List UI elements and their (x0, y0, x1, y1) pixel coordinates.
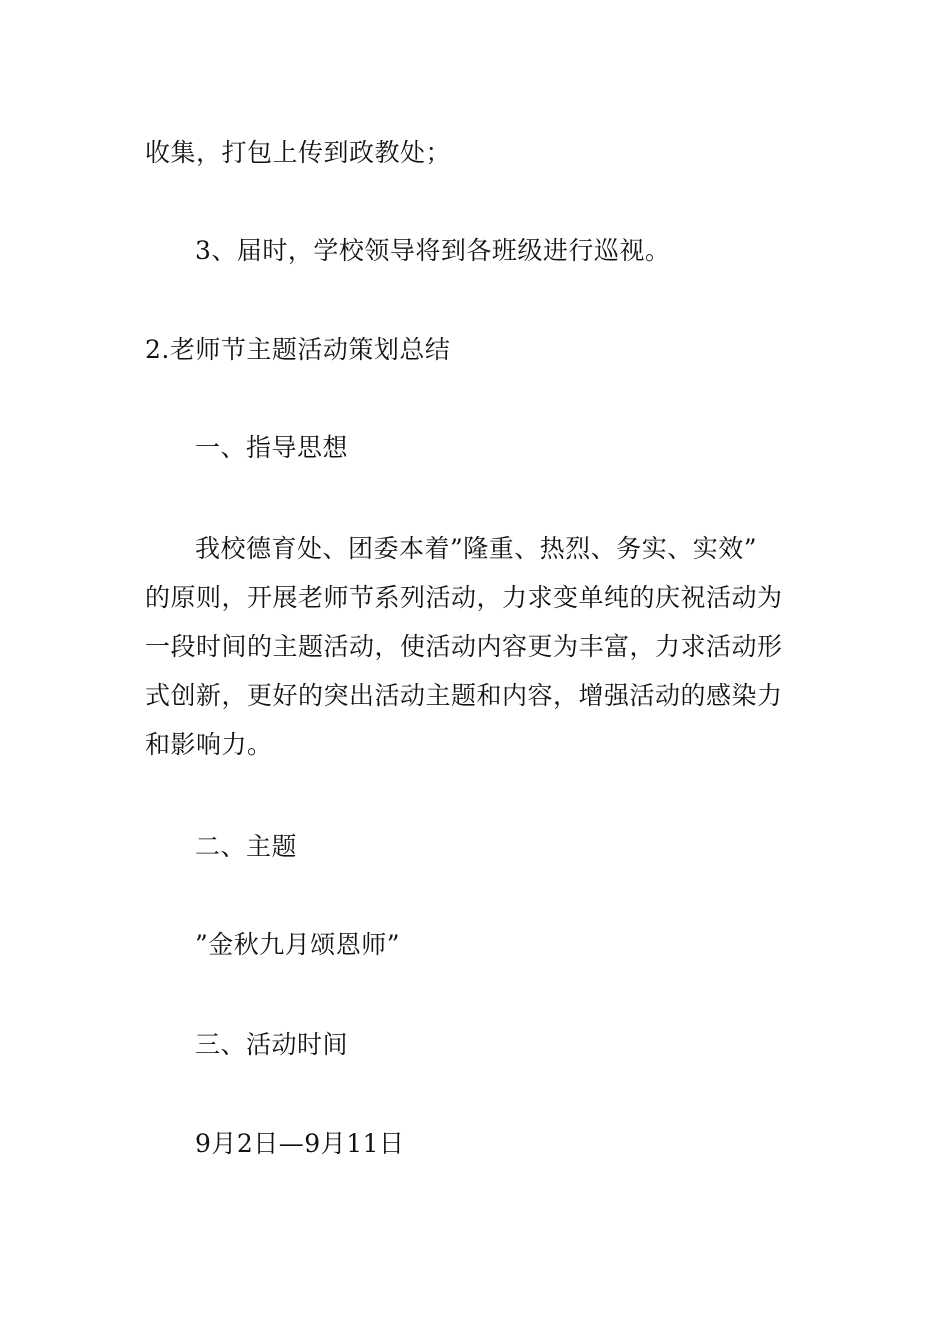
paragraph-row: 一段时间的主题活动，使活动内容更为丰富，力求活动形 (145, 632, 783, 661)
heading-guiding-ideology: 一、指导思想 (195, 433, 349, 462)
paragraph-row: 式创新，更好的突出活动主题和内容，增强活动的感染力 (145, 681, 783, 710)
theme-text: ”金秋九月颂恩师” (195, 930, 401, 959)
paragraph-row: 的原则，开展老师节系列活动，力求变单纯的庆祝活动为 (145, 583, 783, 612)
paragraph-guiding-ideology (145, 524, 811, 769)
paragraph-row: 我校德育处、团委本着”隆重、热烈、务实、实效” (195, 534, 758, 563)
heading-theme: 二、主题 (195, 832, 298, 861)
paragraph-row: 和影响力。 (145, 730, 273, 759)
section-title: 2.老师节主题活动策划总结 (145, 335, 451, 364)
heading-activity-time: 三、活动时间 (195, 1030, 349, 1059)
text-line-collect: 收集，打包上传到政教处； (145, 138, 452, 167)
activity-time-text: 9月2日—9月11日 (195, 1129, 405, 1158)
list-item-3: 3、届时，学校领导将到各班级进行巡视。 (195, 236, 671, 265)
